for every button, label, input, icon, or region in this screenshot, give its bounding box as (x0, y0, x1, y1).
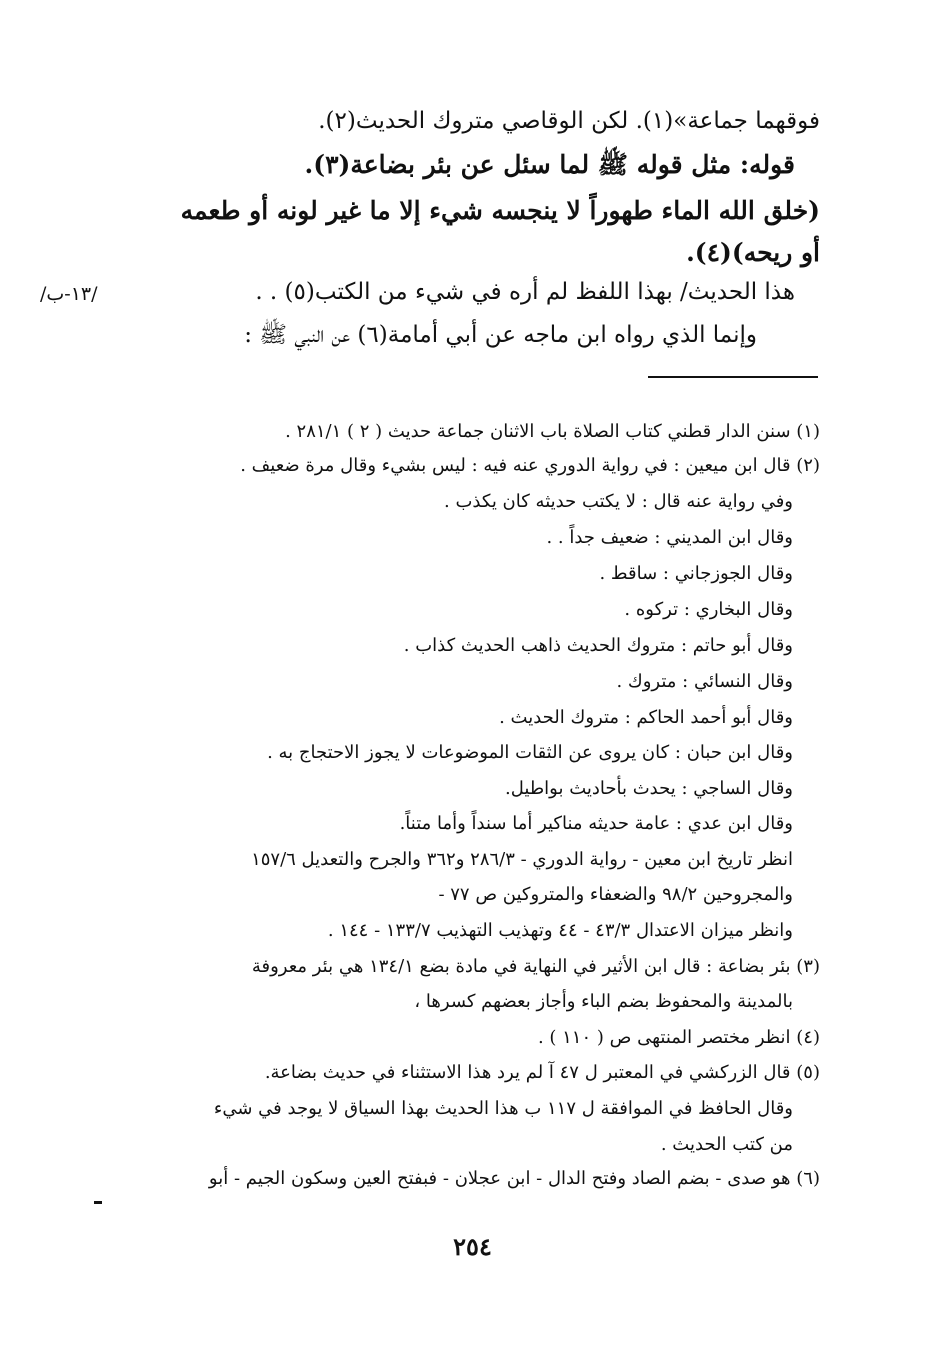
footnote-5: (٥) قال الزركشي في المعتبر ل ٤٧ آ لم يرد هذا الاستثناء في حديث بضاعة. (264, 1062, 820, 1083)
footnote-2-line: انظر تاريخ ابن معين - رواية الدوري - ٢٨٦/٣ و٣٦٢ والجرح والتعديل ١٥٧/٦ (251, 849, 793, 870)
main-line-1: فوقهما جماعة»(١). لكن الوقاصي متروك الحديث(٢). (318, 108, 820, 134)
footnote-2-line: وقال ابن المديني : ضعيف جداً . . (546, 527, 793, 548)
footnote-2-line: وقال أبو حاتم : متروك الحديث ذاهب الحديث كذاب . (403, 635, 793, 656)
footnote-5-line: وقال الحافظ في الموافقة ل ١١٧ ب هذا الحديث بهذا السياق لا يوجد في شيء (213, 1098, 793, 1119)
page-number: ٢٥٤ (453, 1232, 492, 1261)
footnote-2-line: وانظر ميزان الاعتدال ٤٣/٣ - ٤٤ وتهذيب التهذيب ١٣٣/٧ - ١٤٤ . (327, 920, 793, 941)
main-line-6: وإنما الذي رواه ابن ماجه عن أبي أمامة(٦) عن النبي ﷺ : (244, 322, 757, 348)
footnote-4: (٤) انظر مختصر المنتهى ص ( ١١٠ ) . (537, 1027, 820, 1048)
footnote-2: (٢) قال ابن ميعين : في رواية الدوري عنه فيه : ليس بشيء وقال مرة ضعيف . (240, 455, 820, 476)
footnote-2-line: وقال أبو أحمد الحاكم : متروك الحديث . (499, 707, 793, 728)
footnote-2-line: وقال النسائي : متروك . (616, 671, 793, 692)
main-line-2: قوله: مثل قوله ﷺ لما سئل عن بئر بضاعة(٣). (304, 150, 795, 179)
main-line-4: أو ريحه)(٤). (686, 238, 820, 267)
footnote-2-line: وقال ابن عدي : عامة حديثه مناكير أما سنداً وأما متناً. (399, 813, 793, 834)
footnote-2-line: وقال البخاري : تركوه . (624, 599, 793, 620)
folio-margin-note: /١٣-ب/ (40, 283, 98, 305)
footnote-2-line: وقال ابن حبان : كان يروى عن الثقات الموضوعات لا يجوز الاحتجاج به . (267, 742, 793, 763)
main-line-5: هذا الحديث/ بهذا اللفظ لم أره في شيء من الكتب(٥) . . (255, 279, 795, 305)
footnote-separator (648, 376, 818, 378)
footnote-3-line: بالمدينة والمحفوظ بضم الباء وأجاز بعضهم كسرها ، (414, 991, 793, 1012)
footnote-2-line: وفي رواية عنه قال : لا يكتب حديثه كان يكذب . (444, 491, 793, 512)
footnote-1: (١) سنن الدار قطني كتاب الصلاة باب الاثنان جماعة حديث ( ٢ ) ٢٨١/١ . (285, 421, 820, 442)
footnote-2-line: وقال الجوزجاني : ساقط . (599, 563, 793, 584)
footnote-2-line: والمجروحين ٩٨/٢ والضعفاء والمتروكين ص ٧٧ - (438, 884, 793, 905)
footnote-6: (٦) هو صدى - بضم الصاد وفتح الدال - ابن عجلان - فبفتح العين وسكون الجيم - أبو (208, 1168, 820, 1189)
edge-mark (94, 1201, 102, 1204)
footnote-3: (٣) بئر بضاعة : قال ابن الأثير في النهاية في مادة بضع ١٣٤/١ هي بئر معروفة (251, 956, 820, 977)
main-line-3: (خلق الله الماء طهوراً لا ينجسه شيء إلا ما غير لونه أو طعمه (180, 196, 820, 225)
footnote-2-line: وقال الساجي : يحدث بأحاديث بواطيل. (505, 778, 793, 799)
footnote-5-line: من كتب الحديث . (660, 1134, 793, 1155)
